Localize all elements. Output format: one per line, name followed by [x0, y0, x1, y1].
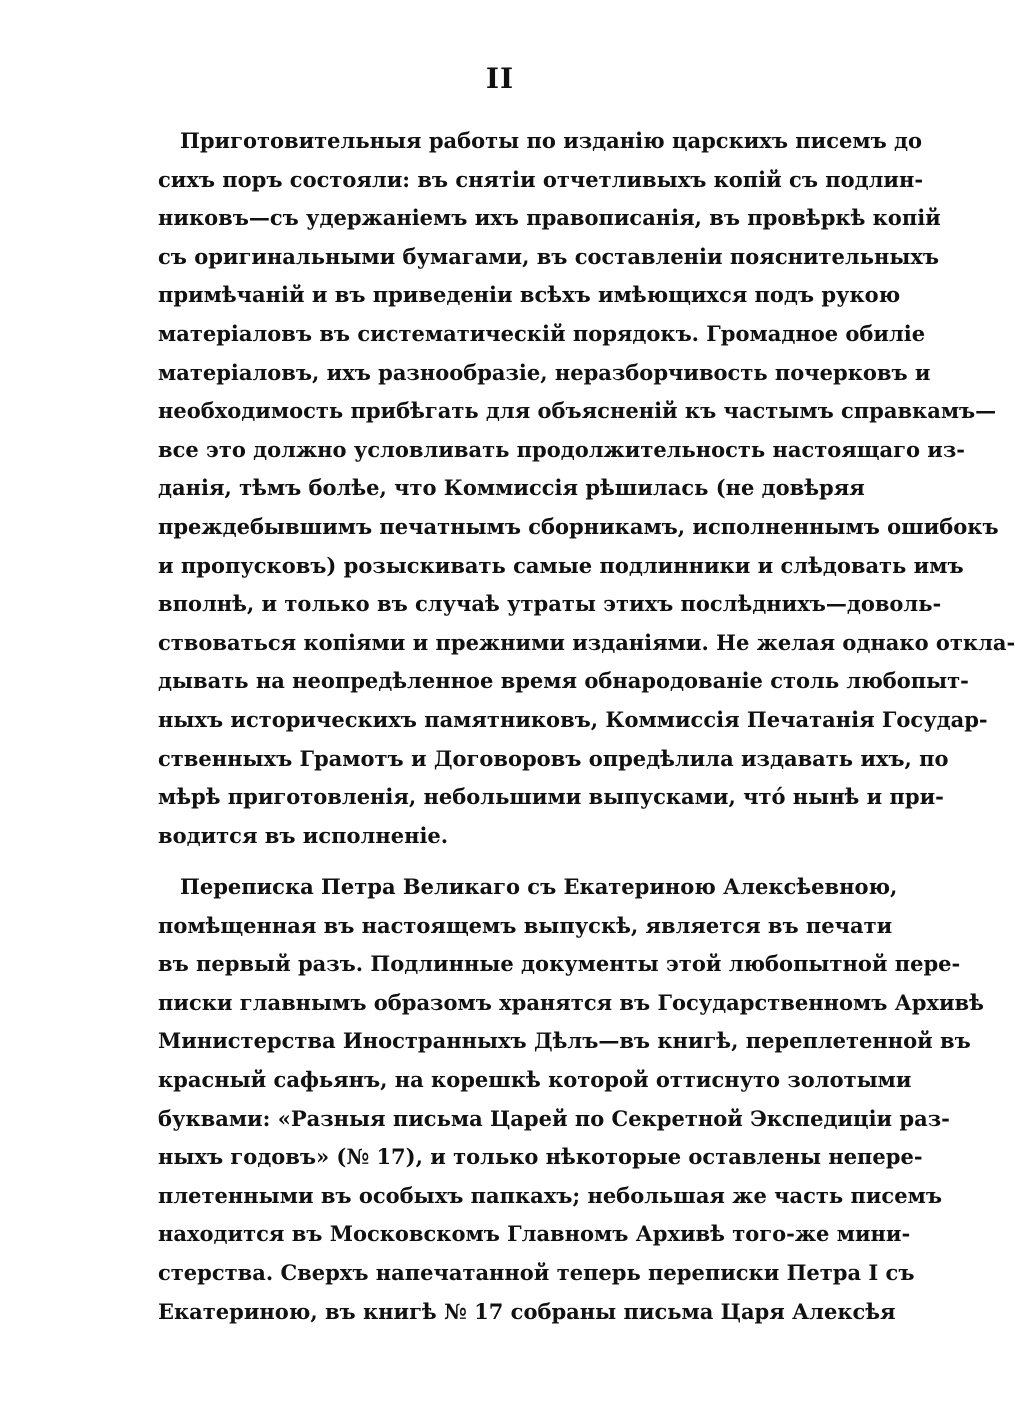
- paragraph-2: [158, 868, 984, 1331]
- text-line: сихъ поръ состояли: въ снятіи отчетливыхъ копій съ подлин-: [158, 166, 924, 192]
- text-line: находится въ Московскомъ Главномъ Архивѣ того-же мини-: [158, 1221, 911, 1247]
- text-line: матеріаловъ, ихъ разнообразіе, неразборчивость почерковъ и: [158, 359, 931, 385]
- text-line: Министерства Иностранныхъ Дѣлъ—въ книгѣ, переплетенной въ: [158, 1028, 971, 1054]
- text-line: Переписка Петра Великаго съ Екатериною Алексѣевною,: [180, 874, 898, 899]
- text-line: преждебывшимъ печатнымъ сборникамъ, исполненнымъ ошибокъ: [158, 513, 999, 539]
- text-line: вполнѣ, и только въ случаѣ утраты этихъ послѣднихъ—доволь-: [158, 591, 942, 617]
- text-line: въ первый разъ. Подлинные документы этой любопытной пере-: [158, 951, 961, 977]
- text-line: необходимость прибѣгать для объясненій къ частымъ справкамъ—: [158, 398, 997, 424]
- text-line: Екатериною, въ книгѣ № 17 собраны письма Царя Алексѣя: [158, 1298, 896, 1324]
- text-line: ныхъ историческихъ памятниковъ, Коммиссія Печатанія Государ-: [158, 706, 988, 732]
- text-line: матеріаловъ въ систематическій порядокъ. Громадное обиліе: [158, 320, 926, 346]
- page-number: II: [485, 62, 515, 95]
- text-line: мѣрѣ приготовленія, небольшими выпусками, чтó нынѣ и при-: [158, 784, 944, 810]
- text-line: никовъ—съ удержаніемъ ихъ правописанія, въ провѣркѣ копій: [158, 205, 941, 231]
- text-line: ственныхъ Грамотъ и Договоровъ опредѣлила издавать ихъ, по: [158, 745, 949, 771]
- text-line: съ оригинальными бумагами, въ составленіи пояснительныхъ: [158, 243, 940, 269]
- text-line: все это должно условливать продолжительность настоящаго из-: [158, 436, 965, 462]
- text-line: ствоваться копіями и прежними изданіями. Не желая однако откла-: [158, 629, 1015, 655]
- text-line: помѣщенная въ настоящемъ выпускѣ, является въ печати: [158, 912, 893, 938]
- text-line: красный сафьянъ, на корешкѣ которой оттиснуто золотыми: [158, 1066, 912, 1092]
- paragraph-1: [158, 122, 1015, 855]
- text-line: плетенными въ особыхъ папкахъ; небольшая же часть писемъ: [158, 1182, 942, 1208]
- text-line: примѣчаній и въ приведеніи всѣхъ имѣющихся подъ рукою: [158, 282, 901, 308]
- text-line: писки главнымъ образомъ хранятся въ Государственномъ Архивѣ: [158, 989, 984, 1015]
- text-line: буквами: «Разныя письма Царей по Секретной Экспедиціи раз-: [158, 1105, 950, 1131]
- text-line: Приготовительныя работы по изданію царскихъ писемъ до: [180, 128, 923, 153]
- text-line: дывать на неопредѣленное время обнародованіе столь любопыт-: [158, 668, 969, 694]
- text-line: и пропусковъ) розыскивать самые подлинники и слѣдовать имъ: [158, 552, 964, 578]
- text-line: данія, тѣмъ болѣе, что Коммиссія рѣшилась (не довѣряя: [158, 475, 865, 501]
- text-line: ныхъ годовъ» (№ 17), и только нѣкоторые оставлены непере-: [158, 1144, 923, 1170]
- text-line: стерства. Сверхъ напечатанной теперь переписки Петра I съ: [158, 1259, 915, 1285]
- text-line: водится въ исполненіе.: [158, 822, 449, 848]
